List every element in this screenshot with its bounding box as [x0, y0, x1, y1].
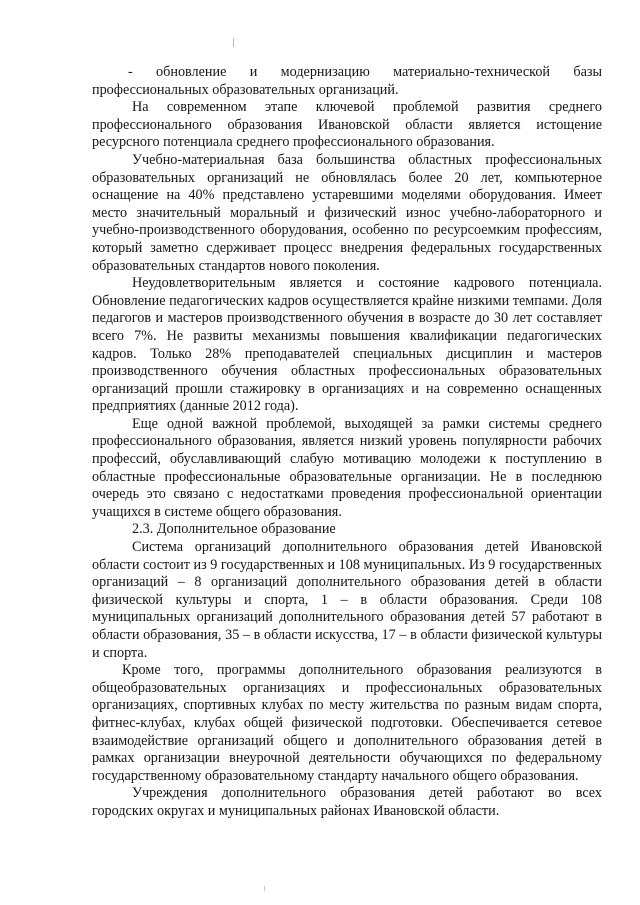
scan-speck	[233, 38, 234, 47]
paragraph-staff-potential: Неудовлетворительным является и состояние кадрового потенциала. Обновление педагогических кадров осуществляется крайне низкими темпами. Доля педагогов и мастеров производственного обучения в возрасте до 30 лет составляет всего 7%. Не развиты механизмы повышения квалификации педагогических кадров. Только 28% преподавателей специальных дисциплин и мастеров производственного обучения областных профессиональных образовательных организаций прошли стажировку в организациях и на современно оснащенных предприятиях (данные 2012 года).	[92, 275, 602, 415]
paragraph-key-problem: На современном этапе ключевой проблемой развития среднего профессионального образования Ивановской области является истощение ресурсного потенциала среднего профессионального образования.	[92, 99, 602, 151]
paragraph-material-base: Учебно-материальная база большинства областных профессиональных образовательных организаций не обновлялась более 20 лет, компьютерное оснащение на 40% представлено устаревшими моделями оборудования. Имеет место значительный моральный и физический износ учебно-лабораторного и учебно-производственного оборудования, особенно по ресурсоемким профессиям, который заметно сдерживает процесс внедрения федеральных государственных образовательных стандартов нового поколения.	[92, 151, 602, 274]
scan-speck	[264, 886, 265, 891]
paragraph-popularity: Еще одной важной проблемой, выходящей за рамки системы среднего профессионального образования, является низкий уровень популярности рабочих профессий, обуславливающий слабую мотивацию молодежи к поступлению в областные профессиональные образовательные организации. Не в последнюю очередь это связано с недостатками проведения профессиональной ориентации учащихся в системе общего образования.	[92, 415, 602, 520]
paragraph-institutions: Учреждения дополнительного образования детей работают во всех городских округах и муниципальных районах Ивановской области.	[92, 785, 602, 819]
paragraph-modernization: - обновление и модернизацию материально-технической базы профессиональных образовательных организаций.	[92, 64, 602, 98]
paragraph-programs: Кроме того, программы дополнительного образования реализуются в общеобразовательных организациях и профессиональных образовательных организациях, спортивных клубах по месту жительства по разным видам спорта, фитнес-клубах, клубах общей физической подготовки. Обеспечивается сетевое взаимодействие организаций общего и дополнительного образования детей в рамках организации внеурочной деятельности обучающихся по федеральному государственному образовательному стандарту начального общего образования.	[92, 662, 602, 784]
paragraph-organizations-system: Система организаций дополнительного образования детей Ивановской области состоит из 9 государственных и 108 муниципальных. Из 9 государственных организаций – 8 организаций дополнительного образования детей в области физической культуры и спорта, 1 – в области образования. Среди 108 муниципальных организаций дополнительного образования детей 57 работают в области образования, 35 – в области искусства, 17 – в области физической культуры и спорта.	[92, 539, 602, 661]
document-page	[92, 64, 602, 821]
section-heading-additional-education: 2.3. Дополнительное образование	[132, 521, 336, 538]
